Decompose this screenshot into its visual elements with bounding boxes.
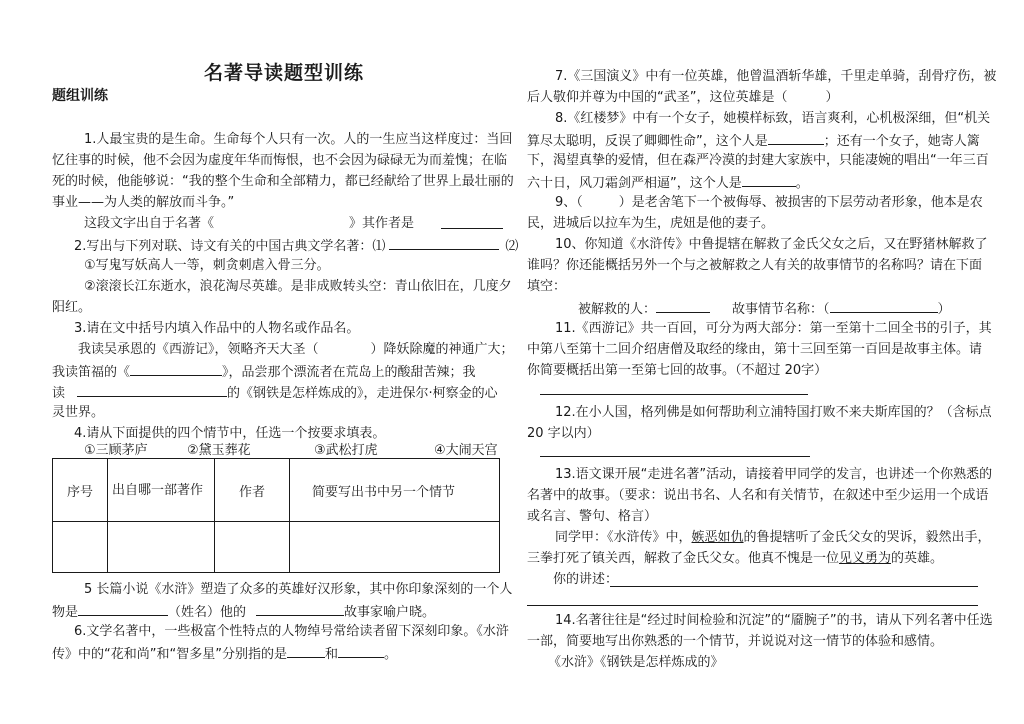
q9-a1: 9、（	[555, 195, 583, 210]
q6-blank-2[interactable]	[338, 642, 384, 658]
q7-line-2	[527, 87, 839, 108]
q5-line-2	[52, 600, 435, 623]
q5-blank-name[interactable]	[78, 600, 168, 616]
q11-line-3: 你简要概括出第一至第七回的故事。（不超过 20字）	[527, 363, 828, 378]
q8-blank-2[interactable]	[742, 171, 796, 187]
q5-blank-story[interactable]	[256, 600, 344, 616]
q4-table	[52, 458, 500, 573]
q8-line-2	[527, 129, 980, 152]
q3-intro: 3.请在文中括号内填入作品中的人物名或作品名。	[74, 321, 360, 336]
col-header-plot: 简要写出书中另一个情节	[290, 459, 500, 522]
q10-d2: 故事情节名称：（	[732, 302, 830, 317]
q12-line-2: 20 字以内）	[527, 426, 600, 441]
q10-line-3: 填空：	[527, 279, 567, 294]
q8-d2: 。	[795, 176, 809, 191]
q10-d1: 被解救的人：	[578, 302, 657, 317]
q4-option-4: ④大闹天宫	[434, 443, 498, 458]
q7-c: ）	[825, 90, 839, 105]
q3-l2b: 》，品尝那个漂流者在荒岛上的酸甜苦辣；我	[222, 365, 476, 380]
q6-b3: 。	[383, 647, 397, 662]
col-header-author: 作者	[215, 459, 290, 522]
q11-line-2: 中第八至第十二回介绍唐僧及取经的缘由，第十三回至第一百回是故事主体。请	[527, 342, 983, 357]
q1-source-prompt	[84, 213, 414, 234]
q7-line-1: 7.《三国演义》中有一位英雄，他曾温酒斩华雄，千里走单骑，刮骨疗伤，被	[555, 69, 997, 84]
q6-b1: 传》中的“花和尚”和“智多星”分别指的是	[52, 647, 287, 662]
q8-blank-1[interactable]	[768, 129, 824, 145]
q4-option-1: ①三顾茅庐	[84, 443, 148, 458]
q14-line-2: 一部，简要地写出你熟悉的一个情节，并说说对这一情节的体验和感情。	[527, 634, 944, 649]
q2-item-1: ①写鬼写妖高人一等，刺贪刺虐入骨三分。	[84, 258, 330, 273]
cell-book[interactable]	[108, 522, 215, 573]
q6-blank-1[interactable]	[287, 642, 325, 658]
page-title: 名著导读题型训练	[204, 62, 365, 84]
section-heading: 题组训练	[52, 88, 108, 104]
q13-d3: 的鲁提辖听了金氏父女的哭诉，毅然出手，	[743, 530, 991, 545]
q3-line-2	[52, 360, 476, 383]
q7-b: 后人敬仰并尊为中国的“武圣”，这位英雄是（	[527, 90, 788, 105]
q13-idiom-1: 嫉恶如仇	[691, 530, 744, 545]
q10-line-4	[578, 297, 951, 320]
q14-line-3: 《水浒》《钢铁是怎样炼成的》	[548, 655, 724, 670]
q1-line-3: 死的时候，他能够说：“我的整个生命和全部精力，都已经献给了世界上最壮丽的	[52, 174, 514, 189]
q13-answer-line-1[interactable]	[610, 586, 978, 587]
q3-line-4: 灵世界。	[52, 405, 105, 420]
q8-b2: ；还有一个女子，她寄人篱	[823, 134, 980, 149]
q2-label-2: ⑵	[505, 239, 519, 254]
q1-source-label-b: 》其作者是	[349, 216, 415, 231]
q6-b2: 和	[324, 647, 338, 662]
q13-line-3: 或名言、警句、格言）	[527, 509, 658, 524]
q4-option-2: ②黛玉葬花	[187, 443, 251, 458]
q13-idiom-2: 见义勇为	[839, 551, 892, 566]
q5-b2: （姓名）他的	[168, 605, 247, 620]
q10-blank-person[interactable]	[656, 297, 710, 313]
q9-line-1	[555, 192, 983, 213]
q1-line-4: 事业——为人类的解放而斗争。”	[52, 195, 235, 210]
q2-item-2: ②滚滚长江东逝水，浪花淘尽英雄。是非成败转头空：青山依旧在，几度夕	[84, 279, 512, 294]
q2-item-2-cont: 阳红。	[52, 300, 92, 315]
q2-prompt	[74, 234, 518, 257]
q12-answer-line[interactable]	[540, 456, 810, 457]
q9-line-2: 民，进城后以拉车为生，虎妞是他的妻子。	[527, 216, 775, 231]
cell-plot[interactable]	[290, 522, 500, 573]
q1-line-1: 1.人最宝贵的是生命。生命每个人只有一次。人的一生应当这样度过：当回	[84, 132, 513, 147]
table-header-row	[53, 459, 500, 522]
q9-a2: ）是老舍笔下一个被侮辱、被损害的下层劳动者形象，他本是农	[618, 195, 983, 210]
q13-your-story-label: 你的讲述：	[553, 572, 619, 587]
q13-e3: 的英雄。	[891, 551, 944, 566]
q11-line-1: 11.《西游记》共一百回，可分为两大部分：第一至第十二回全书的引子，其	[555, 321, 992, 336]
q5-b1: 物是	[52, 605, 79, 620]
q10-d3: ）	[937, 302, 951, 317]
q1-line-2: 忆往事的时候，他不会因为虚度年华而悔恨，也不会因为碌碌无为而羞愧；在临	[52, 153, 508, 168]
q8-line-4	[527, 171, 809, 194]
q5-line-1: 5 长篇小说《水浒》塑造了众多的英雄好汉形象，其中你印象深刻的一个人	[84, 582, 513, 597]
q10-blank-plot[interactable]	[830, 297, 938, 313]
q8-d1: 六十日，风刀霜剑严相逼”，这个人是	[527, 176, 742, 191]
q1-source-label-a: 这段文字出自于名著《	[84, 216, 215, 231]
q13-d1: 同学甲：《水浒传》中，	[555, 530, 692, 545]
q10-line-2: 谁吗？你还能概括另外一个与之被解救之人有关的故事情节的名称吗？请在下面	[527, 258, 983, 273]
q13-answer-line-2[interactable]	[527, 605, 978, 606]
q13-line-5	[527, 548, 943, 569]
q3-blank-robinson[interactable]	[130, 360, 222, 376]
q5-b3: 故事家喻户晓。	[344, 605, 436, 620]
q3-l3b: 的《钢铁是怎样炼成的》，走进保尔·柯察金的心	[227, 386, 498, 401]
q14-line-1: 14.名著往往是“经过时间检验和沉淀”的“靥腕子”的书，请从下列名著中任选	[555, 613, 993, 628]
q3-blank-author[interactable]	[77, 381, 227, 397]
q8-b1: 算尽太聪明，反误了卿卿性命”，这个人是	[527, 134, 768, 149]
q12-line-1: 12.在小人国，格列佛是如何帮助利立浦特国打败不来夫斯库国的？（含标点	[555, 405, 992, 420]
q3-l1a: 我读吴承恩的《西游记》，领略齐天大圣（	[78, 342, 319, 357]
q8-line-1: 8.《红楼梦》中有一个女子，她模样标致，语言爽利，心机极深细，但“机关	[555, 111, 991, 126]
q4-intro: 4.请从下面提供的四个情节中，任选一个按要求填表。	[74, 426, 386, 441]
q3-l3a: 读	[52, 386, 66, 401]
q3-l2a: 我读笛福的《	[52, 365, 131, 380]
table-row	[53, 522, 500, 573]
q2-label: 2.写出与下列对联、诗文有关的中国古典文学名著：⑴	[74, 239, 386, 254]
col-header-index: 序号	[53, 459, 108, 522]
q6-line-1: 6.文学名著中，一些极富个性特点的人物绰号常给读者留下深刻印象。《水浒	[74, 624, 509, 639]
q13-line-2: 名著中的故事。（要求：说出书名、人名和有关情节，在叙述中至少运用一个成语	[527, 488, 989, 503]
q8-line-3: 下，渴望真挚的爱情，但在森严冷漠的封建大家族中，只能凄婉的唱出“一年三百	[527, 153, 989, 168]
cell-index[interactable]	[53, 522, 108, 573]
q3-line-3	[52, 381, 498, 404]
q3-l1b: ）降妖除魔的神通广大；	[370, 342, 514, 357]
col-header-book: 出自哪一部著作	[108, 459, 215, 522]
q6-line-2	[52, 642, 397, 665]
q10-line-1: 10、你知道《水浒传》中鲁提辖在解救了金氏父女之后，又在野猪林解救了	[555, 237, 988, 252]
q4-option-3: ③武松打虎	[314, 443, 378, 458]
q2-blank-1[interactable]	[389, 234, 499, 250]
q1-author-blank[interactable]	[441, 228, 503, 229]
cell-author[interactable]	[215, 522, 290, 573]
q13-line-1: 13.语文课开展“走进名著”活动，请接着甲同学的发言，也讲述一个你熟悉的	[555, 467, 993, 482]
q13-line-4	[555, 527, 991, 548]
q11-answer-line[interactable]	[540, 394, 808, 395]
q13-e1: 三拳打死了镇关西，解救了金氏父女。他真不愧是一位	[527, 551, 840, 566]
q3-line-1	[78, 339, 514, 360]
